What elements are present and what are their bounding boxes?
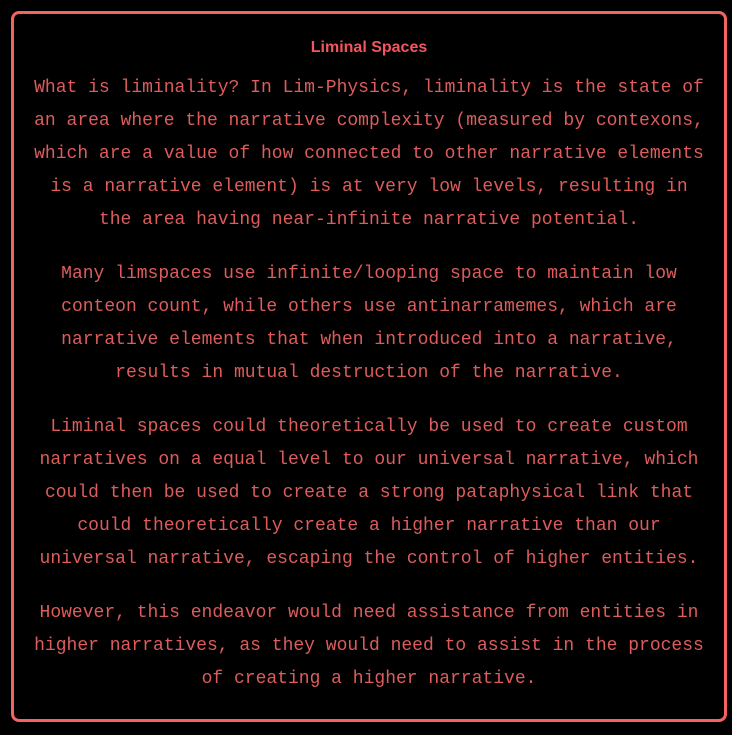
paragraph-endeavor-assistance: However, this endeavor would need assistance from entities in higher narratives, as they would need to assist in the process of creating a higher narrative.: [34, 603, 704, 689]
paragraph-limspace-methods: Many limspaces use infinite/looping space to maintain low conteon count, while others use antinarramemes, which are narrative elements that when introduced into a narrative, results in mutual destruction of the narrative.: [61, 264, 677, 383]
paragraph-liminality-definition: What is liminality? In Lim-Physics, liminality is the state of an area where the narrative complexity (measured by contexons, which are a value of how connected to other narrative elements is a narrative element) is at very low levels, resulting in the area having near-infinite narrative potential.: [34, 78, 704, 230]
article-body: [31, 72, 706, 696]
page-title: Liminal Spaces: [310, 39, 428, 56]
liminal-spaces-card: [11, 11, 727, 722]
paragraph-custom-narratives: Liminal spaces could theoretically be used to create custom narratives on a equal level to our universal narrative, which could then be used to create a strong pataphysical link that could theoretically create a higher narrative than our universal narrative, escaping the control of higher entities.: [39, 417, 699, 569]
